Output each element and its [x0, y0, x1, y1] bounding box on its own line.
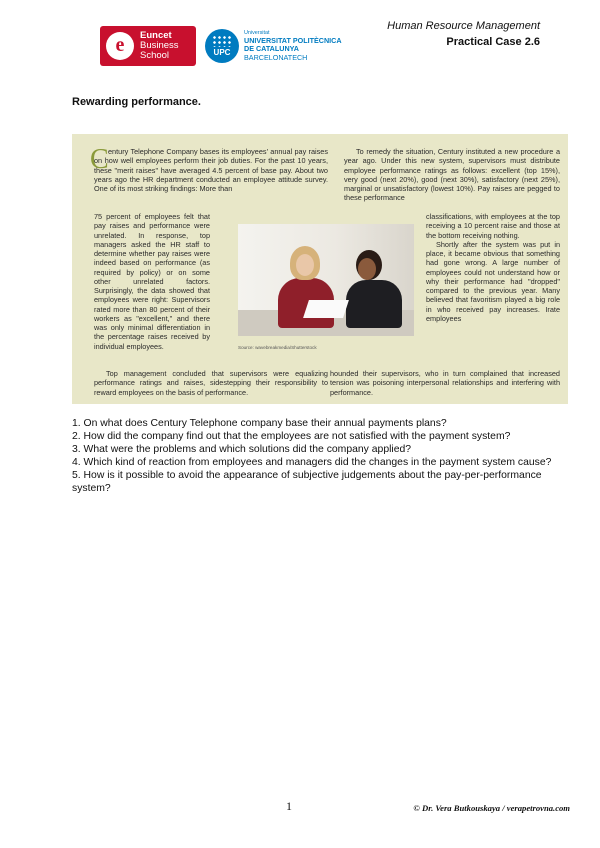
case-number: Practical Case 2.6 — [446, 36, 540, 48]
excerpt-right-bottom-paragraph: hounded their supervisors, who in turn complained that increased tension was poisoning interpersonal relationships and interfering with performance. — [330, 369, 560, 397]
euncet-business-school-logo — [100, 26, 196, 66]
upc-logo — [205, 27, 365, 65]
euncet-logo-line-3: School — [140, 50, 170, 61]
question-item: 2. How did the company find out that the employees are not satisfied with the payment system? — [72, 431, 511, 442]
question-item: 4. Which kind of reaction from employees and managers did the changes in the payment system cause? — [72, 457, 552, 468]
office-meeting-photo — [238, 224, 414, 336]
euncet-logo-line-2: Business — [140, 40, 179, 51]
case-text-excerpt — [72, 134, 568, 404]
upc-logo-line-2: DE CATALUNYA — [244, 44, 299, 54]
excerpt-right-middle-paragraph-2: Shortly after the system was put in place, it became obvious that something had gone wrong. A large number of employees could not understand how or why their performance had "dropped" compared to the previous year. Many believed that favoritism played a big role in who received pay increases. Irate employees — [426, 239, 560, 323]
upc-logo-line-0: Universitat — [244, 29, 270, 36]
excerpt-right-middle-paragraphs — [426, 212, 560, 323]
question-item: 5. How is it possible to avoid the appearance of subjective judgements about the pay-per-performance system? — [72, 470, 542, 494]
question-item: 1. On what does Century Telephone company base their annual payments plans? — [72, 418, 447, 429]
upc-logo-line-1: UNIVERSITAT POLITÈCNICA — [244, 35, 342, 45]
upc-emblem-icon: UPC — [205, 29, 239, 63]
page-title: Rewarding performance. — [72, 96, 201, 108]
course-title: Human Resource Management — [387, 20, 540, 32]
euncet-logo-line-1: Euncet — [140, 30, 172, 41]
drop-cap: C — [90, 144, 109, 175]
excerpt-left-middle-paragraph: 75 percent of employees felt that pay raises and performance were unrelated. In response, top managers asked the HR staff to determine whether pay raises were indeed based on performance (as required by policy) or on some other unrelated factors. Surprisingly, the data showed that employees were right: Supervisors rated more than 80 percent of their workers as "excellent," and there was only minimal differentiation in the percentage raises received by individual employees. — [94, 212, 210, 351]
euncet-emblem-icon: e — [106, 32, 134, 60]
copyright-notice: © Dr. Vera Butkouskaya / verapetrovna.com — [413, 803, 570, 813]
question-list — [72, 417, 562, 495]
question-item: 3. What were the problems and which solutions did the company applied? — [72, 444, 412, 455]
excerpt-right-middle-paragraph-1: classifications, with employees at the top receiving a 10 percent raise and those at the bottom receiving nothing. — [426, 212, 560, 240]
page-number: 1 — [286, 799, 292, 813]
upc-logo-line-3: BARCELONATECH — [244, 52, 308, 62]
excerpt-right-top-paragraph: To remedy the situation, Century instituted a new procedure a year ago. Under this new system, supervisors must distribute employee performance ratings as follows: excellent (top 15%), very good (next 20%), good (next 30%), satisfactory (next 25%), marginal or unsatisfactory (lowest 10%). Pay raises are pegged to these performance — [344, 147, 560, 203]
photo-source-credit: Source: wavebreakmedia/Shutterstock — [238, 345, 317, 350]
excerpt-left-top-paragraph: entury Telephone Company bases its employees' annual pay raises on how well employees perform their job duties. For the past 10 years, these "merit raises" have averaged 4.5 percent of base pay. About two years ago the HR department conducted an employee attitude survey. One of its most striking findings: More than — [94, 147, 328, 193]
excerpt-left-bottom-paragraph: Top management concluded that supervisors were equalizing performance ratings and raises, sidestepping their responsibility to reward employees on the basis of performance. — [94, 369, 328, 397]
